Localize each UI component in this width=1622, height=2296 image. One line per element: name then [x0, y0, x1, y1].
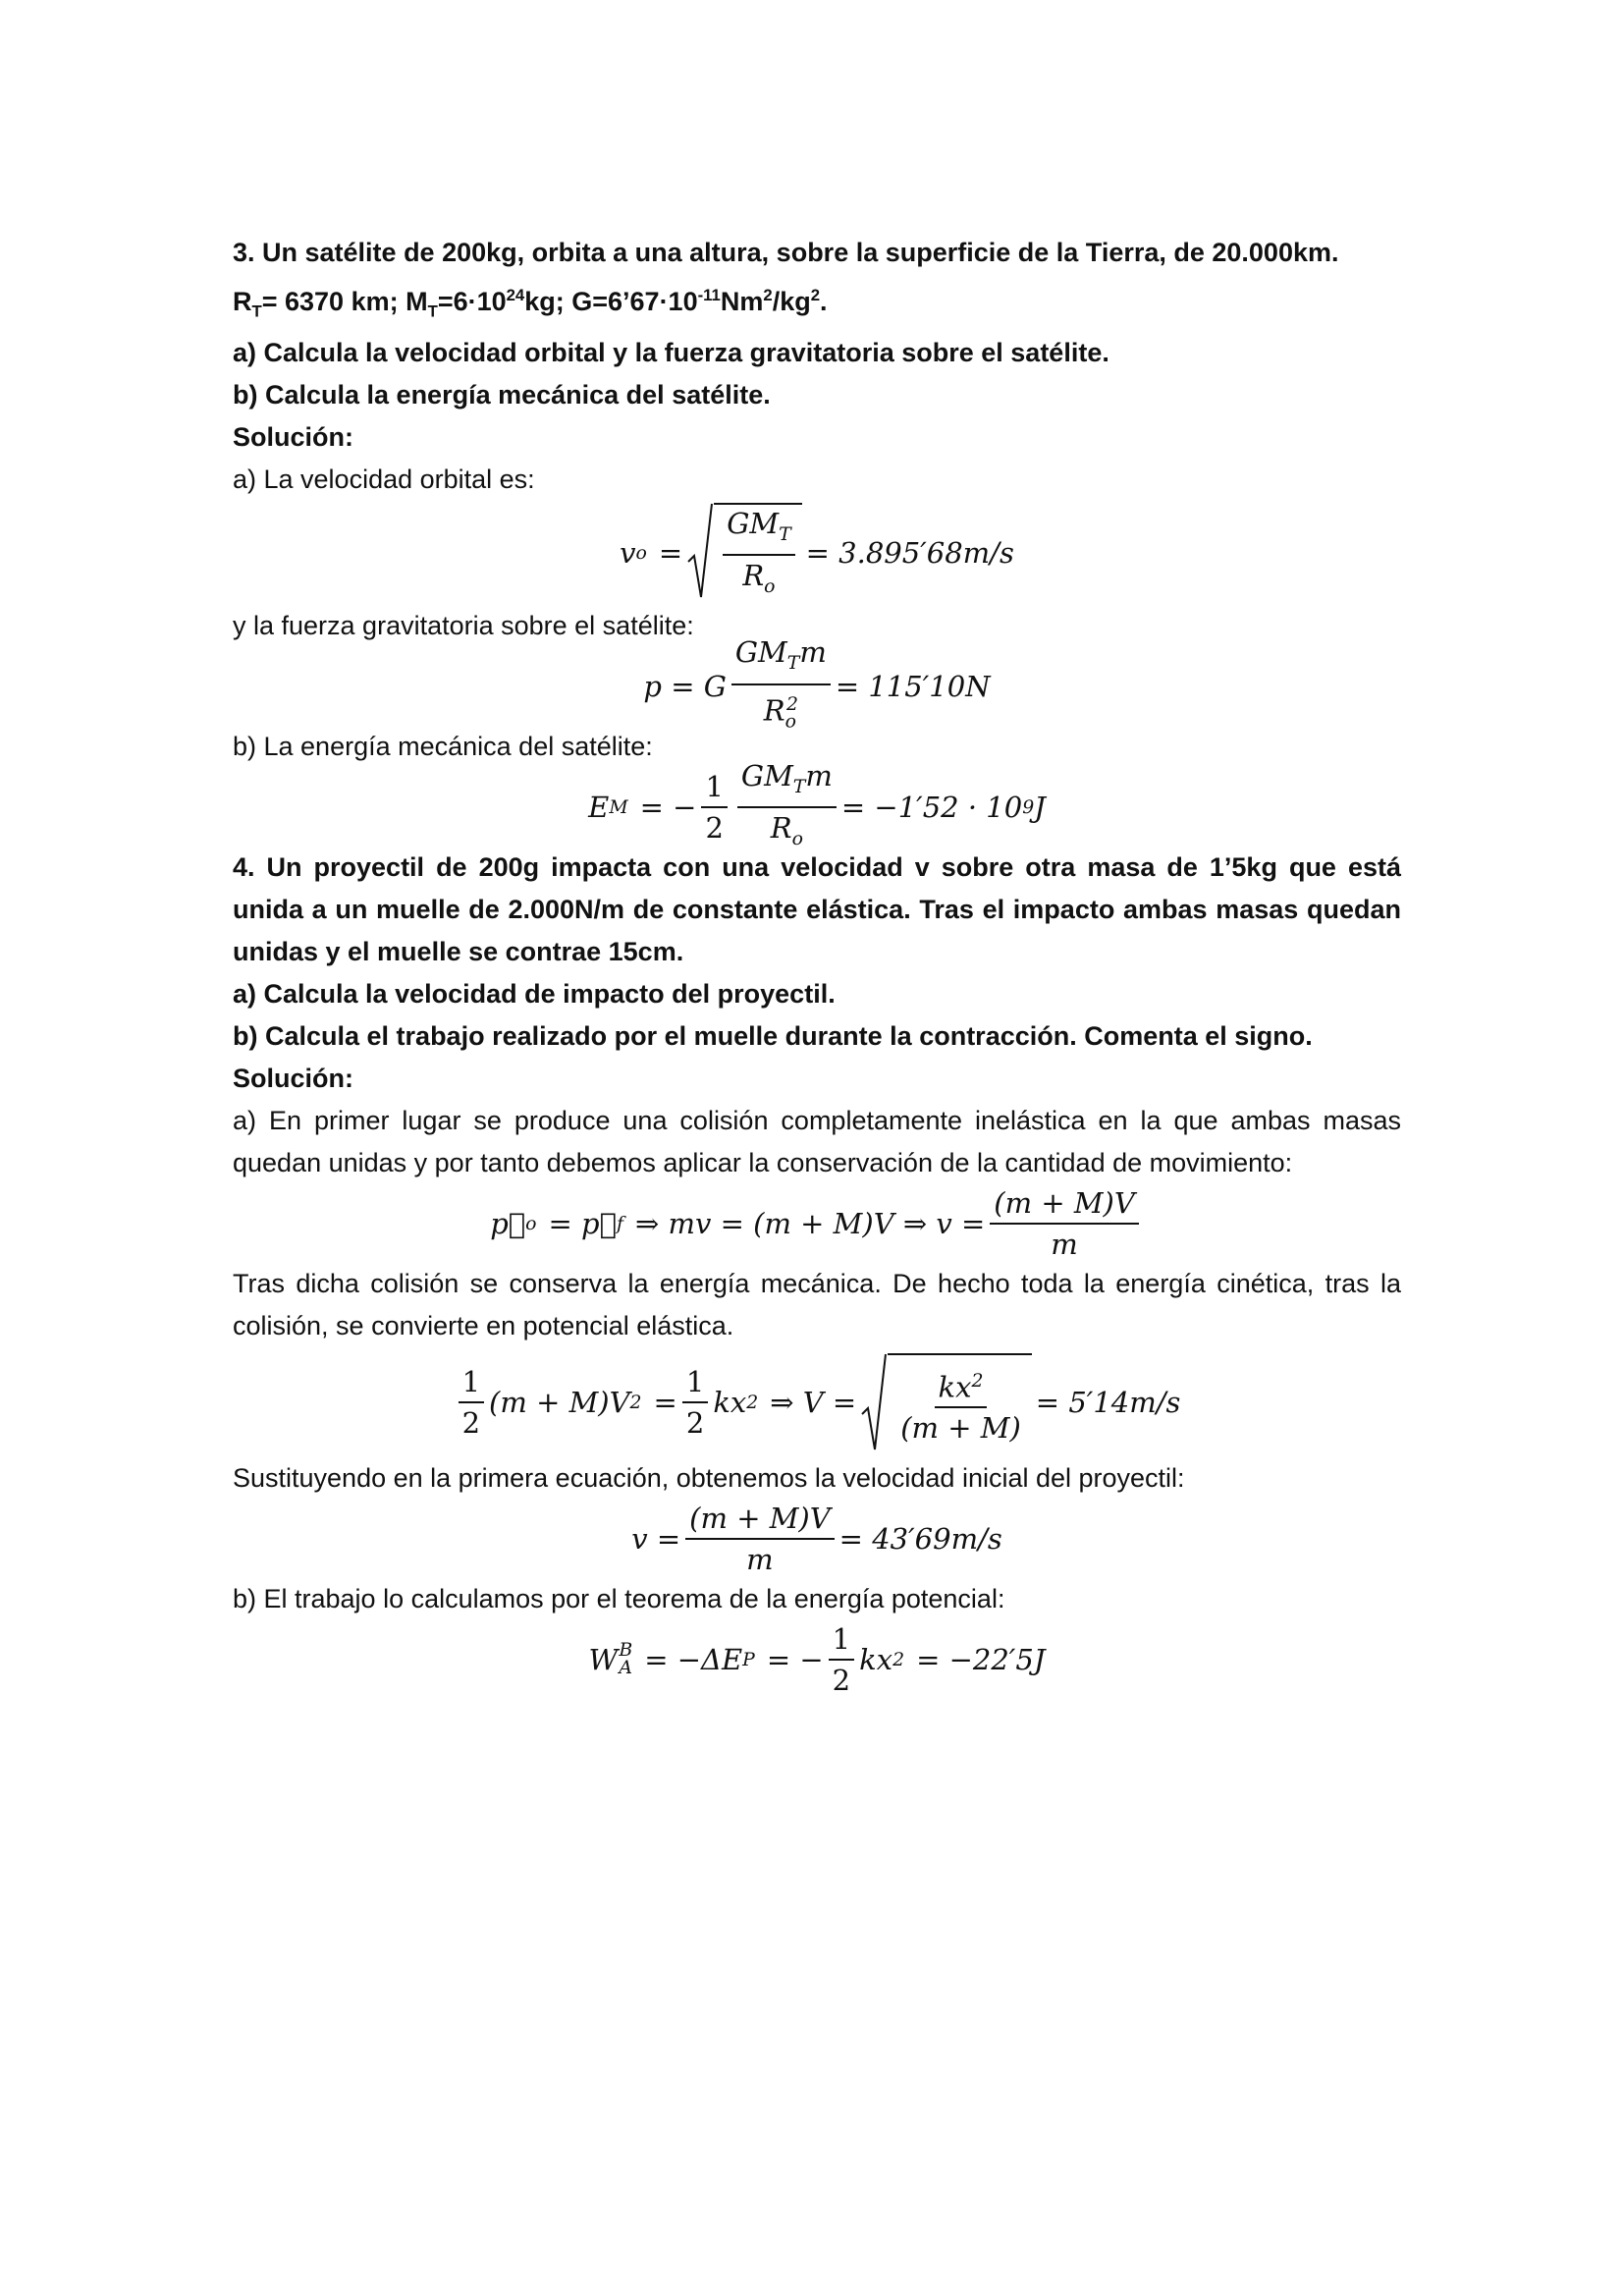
problem-4-text-energy: Tras dicha colisión se conserva la energía mecánica. De hecho toda la energía cinética, tras la colisión, se convierte en potencial elástica. [233, 1269, 1401, 1341]
problem-4-text-substitution: Sustituyendo en la primera ecuación, obtenemos la velocidad inicial del proyectil: [233, 1463, 1185, 1494]
problem-3-question-b: b) Calcula la energía mecánica del satélite. [233, 380, 771, 410]
problem-3-text-a: a) La velocidad orbital es: [233, 465, 535, 495]
problem-4-question-b: b) Calcula el trabajo realizado por el muelle durante la contracción. Comenta el signo. [233, 1021, 1313, 1052]
problem-4-solution-label: Solución: [233, 1064, 353, 1094]
problem-3-data: $R_T= 6370$ km; $M_T=6\cdot 10^{24}kg$; $G=6’67\cdot 10^{-11}Nm^2/kg^2$. [233, 286, 828, 321]
equation-initial-velocity: v = $\frac{(m + M)V}{m}$ = 43′69m/s [631, 1502, 1002, 1577]
problem-4-question-a: a) Calcula la velocidad de impacto del proyectil. [233, 979, 836, 1010]
equation-gravitational-force: p = G $\frac{GM_Tm}{R_o^2}$ = 115′10N [643, 634, 991, 733]
problem-3-text-force: y la fuerza gravitatoria sobre el satélite: [233, 611, 694, 641]
document-page [233, 232, 1401, 1699]
sqrt-sign: $\frac{kx^2}{(m + M)}$ [860, 1353, 1032, 1451]
problem-3-solution-label: Solución: [233, 422, 353, 453]
equation-orbital-velocity: v o = $\frac{GM_T}{R_o}$ = 3.895′68m/s [233, 501, 1401, 605]
equation-momentum: p⃗ o = p⃗ f ⇒ mv = (m + M)V ⇒ v = $\frac{(m + M)V}{m}$ [233, 1184, 1401, 1263]
sqrt-sign: $\frac{GM_T}{R_o}$ [686, 503, 801, 605]
problem-3-question-a: a) Calcula la velocidad orbital y la fuerza gravitatoria sobre el satélite. [233, 338, 1109, 368]
problem-3-title: 3. Un satélite de 200kg, orbita a una altura, sobre la superficie de la Tierra, de 20.000km. [233, 238, 1339, 267]
equation-spring-work: W B A = −ΔE P = − $\frac{1}{2}$ kx 2 = −22′5J [588, 1622, 1046, 1698]
problem-3-text-b: b) La energía mecánica del satélite: [233, 732, 653, 762]
equation-energy-conservation: $\frac{1}{2}$ (m + M)V 2 = $\frac{1}{2}$ kx 2 ⇒ V = $\frac{kx^2}{(m + M)}$ = 5′14m/s [233, 1347, 1401, 1457]
problem-4-statement: 4. Un proyectil de 200g impacta con una velocidad v sobre otra masa de 1’5kg que está unida a un muelle de 2.000N/m de constante elástica. Tras el impacto ambas masas quedan unidas y el muelle se contrae 15cm. [233, 852, 1401, 967]
problem-4-text-a: a) En primer lugar se produce una colisión completamente inelástica en la que ambas masas quedan unidas y por tanto debemos aplicar la conservación de la cantidad de movimiento: [233, 1106, 1401, 1178]
problem-4-text-b: b) El trabajo lo calculamos por el teorema de la energía potencial: [233, 1584, 1005, 1614]
equation-mechanical-energy: E M = − $\frac{1}{2}$ $\frac{GM_Tm}{R_o}$ = −1′52 · 10 9 J [588, 758, 1046, 850]
